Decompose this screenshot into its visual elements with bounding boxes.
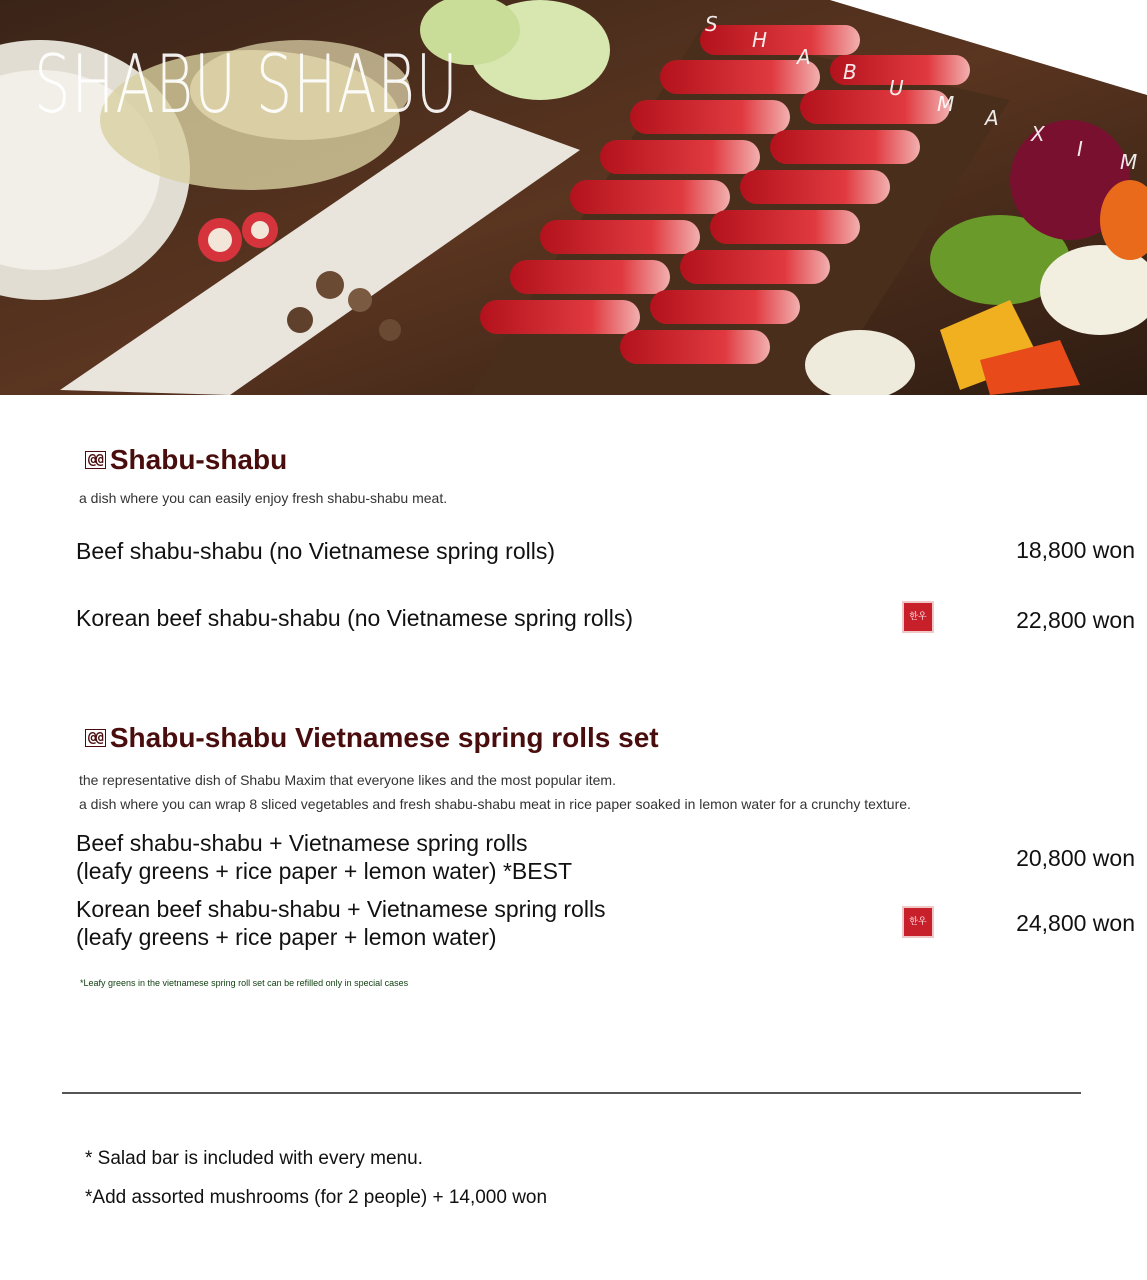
brand-letter: U [889,76,904,100]
menu-item-price: 20,800 won [1016,845,1135,871]
menu-item-name: Korean beef shabu-shabu (no Vietnamese spring rolls) [76,605,634,631]
refill-footnote: *Leafy greens in the vietnamese spring roll set can be refilled only in special cases [80,978,409,988]
hero-title: SHABU SHABU [34,38,459,131]
hanwoo-badge-icon: 한우 [902,601,934,633]
menu-item-price: 24,800 won [1016,910,1135,936]
menu-item-detail: (leafy greens + rice paper + lemon water) *BEST [76,858,573,884]
menu-item-price: 18,800 won [1016,537,1135,563]
menu-item-name: Korean beef shabu-shabu + Vietnamese spring rolls [76,896,606,922]
section-title-shabu [85,444,287,476]
brand-letter: X [1031,122,1045,146]
brand-letter: B [843,60,857,84]
brand-letter: S [705,12,718,36]
brand-letter: M [937,92,955,116]
section-title-text: Shabu-shabu [109,444,288,475]
hanwoo-badge-icon: 한우 [902,906,934,938]
menu-item-korean-beef-shabu [76,604,633,632]
brand-letter: A [985,106,999,130]
brand-letter: H [752,28,768,52]
menu-item-beef-spring-roll-set [76,829,572,885]
brand-letter: A [797,45,811,69]
section-title-spring-roll-set [85,722,659,754]
section-marker-icon: @@ [85,729,106,747]
menu-item-detail: (leafy greens + rice paper + lemon water) [76,924,497,950]
menu-item-korean-beef-spring-roll-set [76,895,606,951]
hero-banner [0,0,1147,395]
salad-bar-note: * Salad bar is included with every menu. [85,1148,423,1169]
section-description: the representative dish of Shabu Maxim that everyone likes and the most popular item. [79,772,616,788]
brand-letter: I [1077,137,1083,161]
mushroom-addon-note: *Add assorted mushrooms (for 2 people) + 14,000 won [85,1187,548,1208]
menu-item-beef-shabu [76,537,555,565]
menu-item-name: Beef shabu-shabu (no Vietnamese spring rolls) [76,538,556,564]
section-description: a dish where you can wrap 8 sliced vegetables and fresh shabu-shabu meat in rice paper soaked in lemon water for a crunchy texture. [79,796,911,812]
section-description: a dish where you can easily enjoy fresh shabu-shabu meat. [79,490,448,506]
brand-letter: M [1120,150,1138,174]
menu-item-price: 22,800 won [1016,607,1135,633]
section-title-text: Shabu-shabu Vietnamese spring rolls set [109,722,659,753]
menu-item-name: Beef shabu-shabu + Vietnamese spring rolls [76,830,528,856]
section-marker-icon: @@ [85,451,106,469]
divider [62,1092,1081,1094]
